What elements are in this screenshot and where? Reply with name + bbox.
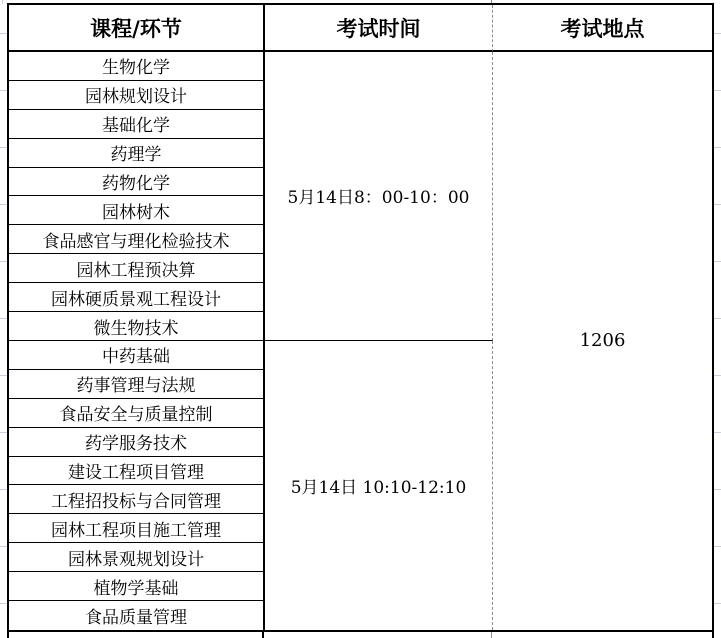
gridline-stub	[714, 33, 721, 34]
gridline-stub	[0, 546, 7, 547]
gridline-stub	[0, 33, 7, 34]
gridline-stub	[714, 546, 721, 547]
course-cell[interactable]: 食品感官与理化检验技术	[9, 225, 265, 254]
course-cell[interactable]: 建设工程项目管理	[9, 457, 265, 486]
gridline-stub	[0, 489, 7, 490]
gridline-stub	[714, 261, 721, 262]
gridline-stub	[714, 489, 721, 490]
course-cell[interactable]: 基础化学	[9, 110, 265, 139]
header-exam-time[interactable]: 考试时间	[265, 5, 493, 52]
course-cell[interactable]: 食品质量管理	[9, 601, 265, 630]
gridline-stub	[0, 204, 7, 205]
course-cell[interactable]: 药物化学	[9, 168, 265, 197]
header-exam-location[interactable]: 考试地点	[493, 5, 712, 52]
gridline-stub	[0, 147, 7, 148]
exam-schedule-table	[7, 3, 714, 632]
gridline-stub	[714, 204, 721, 205]
course-cell[interactable]: 药学服务技术	[9, 428, 265, 457]
exam-time-cell-midday[interactable]: 5月14日 10:10-12:10	[265, 341, 493, 630]
gridline-stub	[714, 318, 721, 319]
course-cell[interactable]: 工程招投标与合同管理	[9, 485, 265, 514]
gridline-stub	[714, 375, 721, 376]
border-stub	[712, 632, 714, 638]
gridline-stub	[0, 432, 7, 433]
gridline-stub	[0, 90, 7, 91]
course-cell[interactable]: 药事管理与法规	[9, 370, 265, 399]
gridline-stub	[0, 603, 7, 604]
gridline-stub	[2, 0, 3, 4]
border-stub	[7, 632, 9, 638]
gridline-stub	[0, 318, 7, 319]
course-cell[interactable]: 园林规划设计	[9, 81, 265, 110]
course-cell[interactable]: 园林工程预决算	[9, 254, 265, 283]
header-course[interactable]: 课程/环节	[9, 5, 265, 52]
course-cell[interactable]: 中药基础	[9, 341, 265, 370]
course-cell[interactable]: 园林硬质景观工程设计	[9, 283, 265, 312]
course-cell[interactable]: 生物化学	[9, 52, 265, 81]
gridline-stub	[0, 261, 7, 262]
gridline-stub	[714, 147, 721, 148]
exam-time-cell-morning[interactable]: 5月14日8：00-10：00	[265, 52, 493, 341]
gridline-stub	[714, 603, 721, 604]
course-cell[interactable]: 园林工程项目施工管理	[9, 514, 265, 543]
course-cell[interactable]: 植物学基础	[9, 572, 265, 601]
gridline-stub	[0, 375, 7, 376]
course-cell[interactable]: 园林景观规划设计	[9, 543, 265, 572]
gridline-stub	[714, 432, 721, 433]
course-cell[interactable]: 园林树木	[9, 196, 265, 225]
exam-location-cell[interactable]: 1206	[579, 330, 626, 352]
course-cell[interactable]: 药理学	[9, 139, 265, 168]
course-cell[interactable]: 食品安全与质量控制	[9, 399, 265, 428]
gridline-stub	[714, 90, 721, 91]
dashed-gridline	[491, 632, 492, 638]
course-cell[interactable]: 微生物技术	[9, 312, 265, 341]
border-stub	[262, 632, 264, 638]
